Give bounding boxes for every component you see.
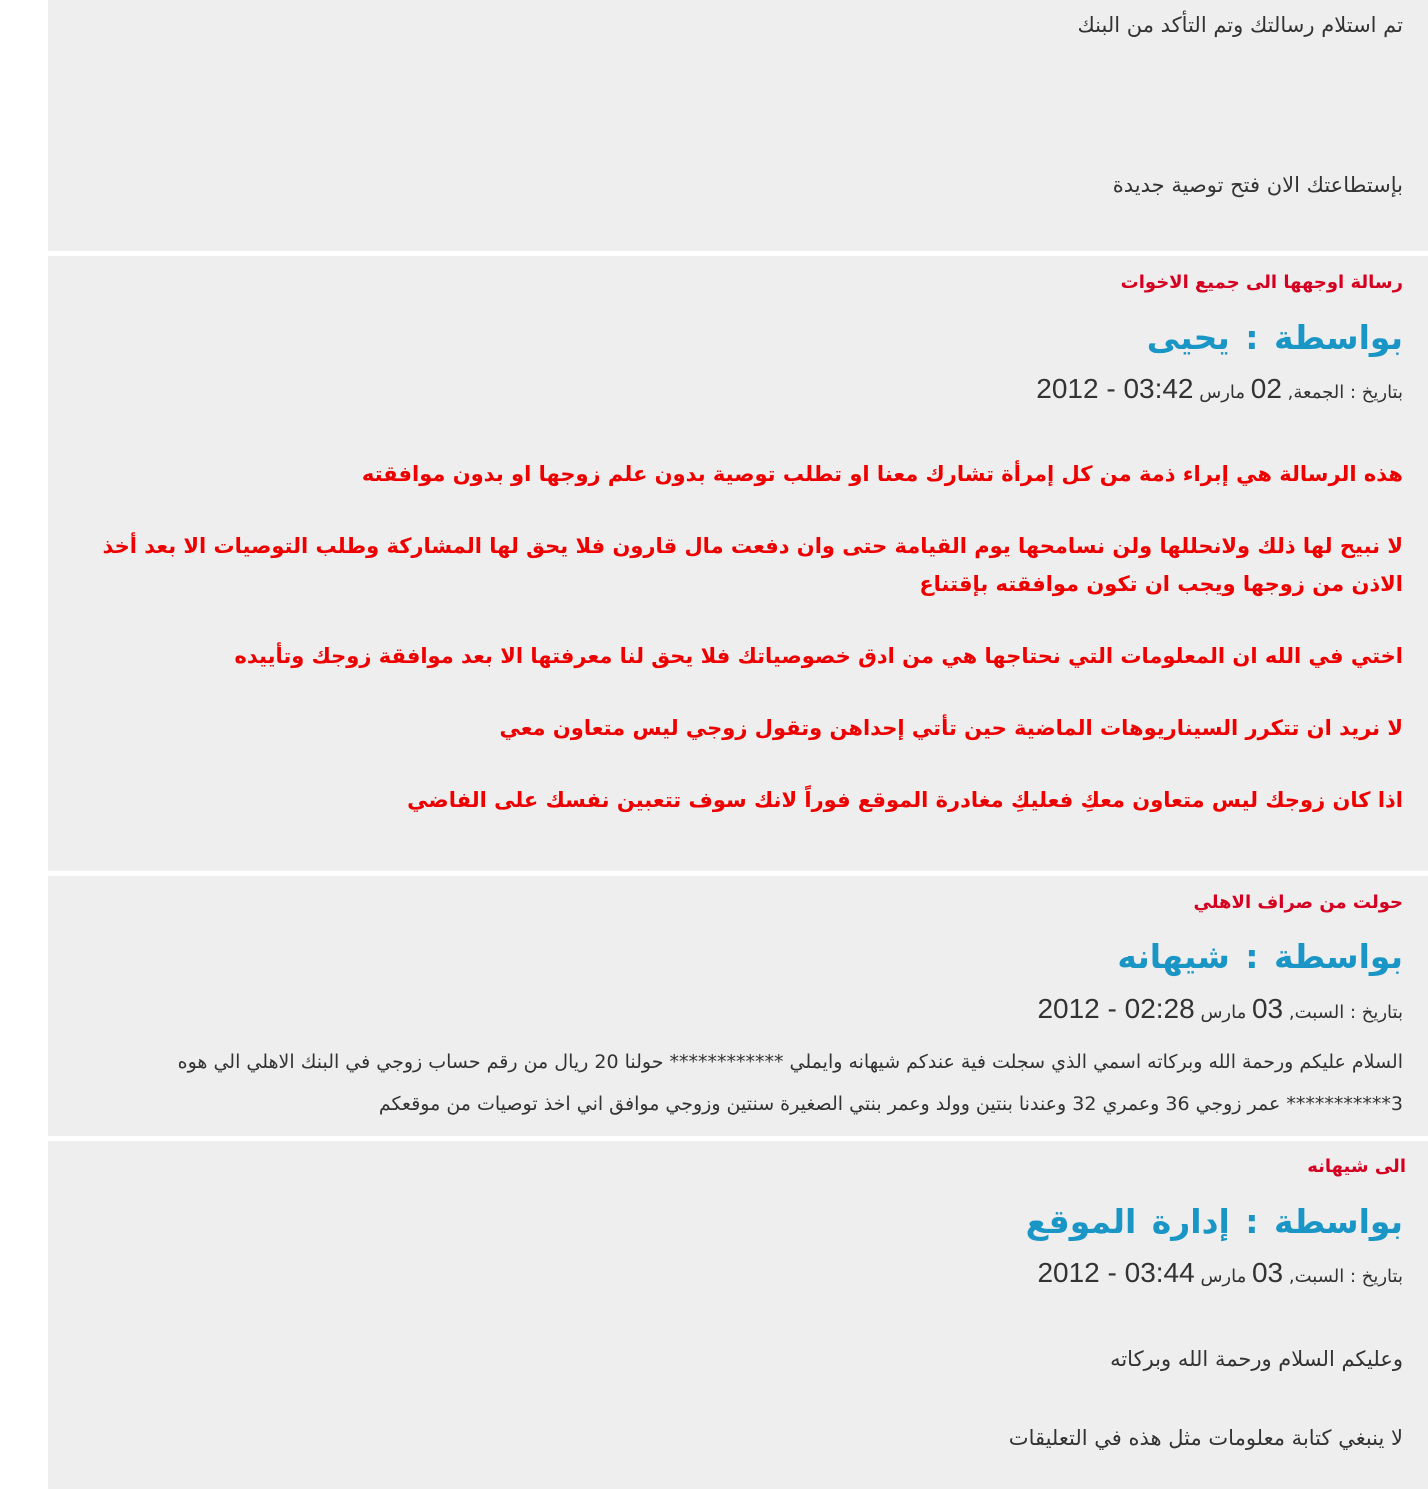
comment-subject: رسالة اوجهها الى جميع الاخوات: [1120, 272, 1403, 293]
comment-post-content: [48, 0, 1428, 251]
comment-author[interactable]: بواسطة : إدارة الموقع: [1025, 1202, 1403, 1241]
date-year-time: 2012 - 03:42: [1036, 373, 1194, 404]
date-year-time: 2012 - 02:28: [1037, 993, 1195, 1024]
comment-date: [1036, 374, 1403, 408]
comment-text-line: تم استلام رسالتك وتم التأكد من البنك: [1077, 13, 1403, 37]
comment-text-line: لا ينبغي كتابة معلومات مثل هذه في التعليقات: [1008, 1426, 1403, 1450]
date-month: مارس: [1200, 1266, 1247, 1287]
date-day: 03: [1251, 1257, 1284, 1288]
comment-paragraph: لا نريد ان تتكرر السيناريوهات الماضية حين تأتي إحداهن وتقول زوجي ليس متعاون معي: [499, 716, 1403, 740]
date-label: بتاريخ : السبت,: [1288, 1002, 1403, 1023]
comment-paragraph: لا نبيح لها ذلك ولانحللها ولن نسامحها يوم القيامة حتى وان دفعت مال قارون فلا يحق لها المشاركة وطلب التوصيات الا بعد أخذ الاذن من زوجها ويجب ان تكون موافقته بإقتناع: [102, 534, 1403, 596]
comment-date: [1037, 1258, 1403, 1292]
comment-paragraph: اختي في الله ان المعلومات التي نحتاجها هي من ادق خصوصياتك فلا يحق لنا معرفتها الا بعد موافقة زوجك وتأييده: [234, 644, 1403, 668]
date-month: مارس: [1199, 382, 1246, 403]
comment-paragraph: اذا كان زوجك ليس متعاون معكِ فعليكِ مغادرة الموقع فوراً لانك سوف تتعبين نفسك على الفاضي: [407, 788, 1403, 812]
comment-date: [1037, 994, 1403, 1028]
comment-author[interactable]: بواسطة : شيهانه: [1117, 937, 1403, 976]
comment-subject: الى شيهانه: [1307, 1156, 1406, 1177]
comment-paragraph: هذه الرسالة هي إبراء ذمة من كل إمرأة تشارك معنا او تطلب توصية بدون علم زوجها او بدون موافقته: [361, 462, 1403, 486]
date-label: بتاريخ : الجمعة,: [1287, 382, 1403, 403]
comment-body: السلام عليكم ورحمة الله وبركاته اسمي الذي سجلت فية عندكم شيهانه وايملي ************ حولنا 20 ريال من رقم حساب زوجي في البنك الاهلي الي هوه 3*********** عمر زوجي 36 وعمري 32 وعندنا بنتين وولد وعمر بنتي الصغيرة سنتين وزوجي موافق اني اخذ توصيات من موقعكم: [177, 1051, 1403, 1115]
comment-subject: حولت من صراف الاهلي: [1193, 892, 1403, 913]
comment-text-line: وعليكم السلام ورحمة الله وبركاته: [1110, 1347, 1403, 1371]
comment-post-content: [48, 876, 1428, 1135]
date-label: بتاريخ : السبت,: [1288, 1266, 1403, 1287]
date-day: 03: [1251, 993, 1284, 1024]
date-day: 02: [1250, 373, 1282, 404]
comment-text-line: بإستطاعتك الان فتح توصية جديدة: [1112, 173, 1403, 197]
date-year-time: 2012 - 03:44: [1037, 1257, 1195, 1288]
comment-body: [68, 455, 1403, 819]
comment-post-content: [48, 1140, 1428, 1489]
comment-post-content: [48, 256, 1428, 871]
date-month: مارس: [1200, 1002, 1247, 1023]
comment-author[interactable]: بواسطة : يحيى: [1146, 318, 1403, 357]
